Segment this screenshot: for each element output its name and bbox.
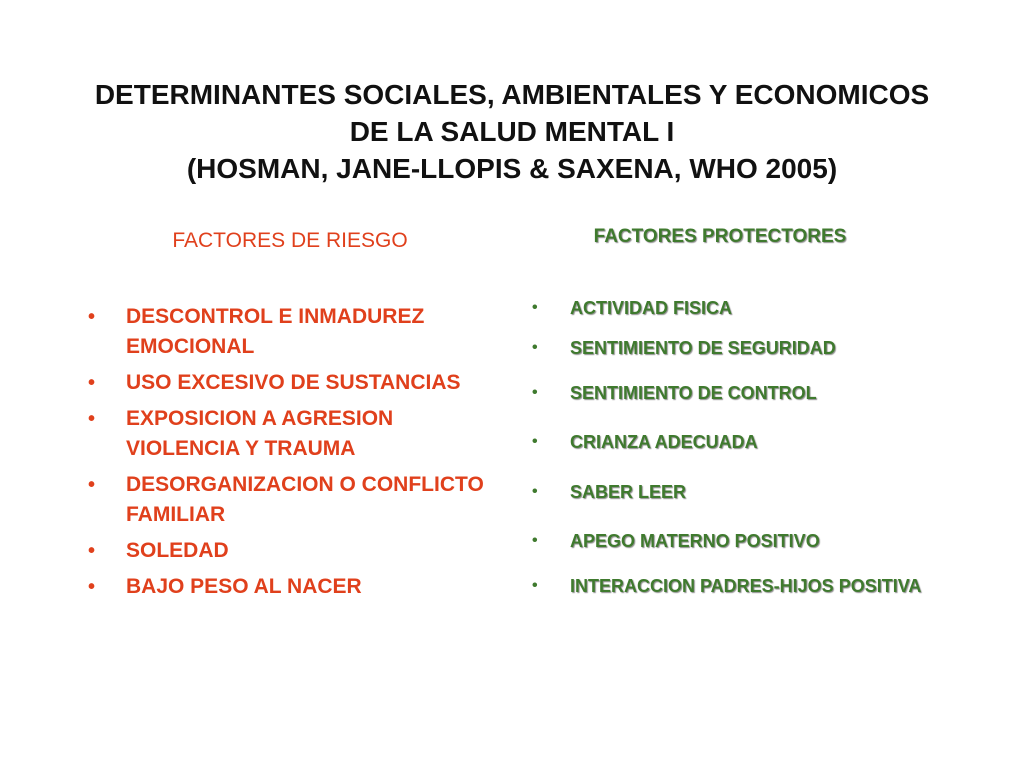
list-item bbox=[530, 568, 990, 604]
risk-factors-list bbox=[86, 302, 506, 608]
list-item bbox=[86, 572, 506, 602]
list-item-text: ACTIVIDAD FISICA bbox=[570, 298, 732, 318]
list-item-text: SOLEDAD bbox=[126, 539, 229, 562]
risk-factors-heading: FACTORES DE RIESGO bbox=[172, 229, 408, 252]
slide-title bbox=[40, 76, 984, 187]
list-item bbox=[530, 424, 990, 460]
bullet-icon: • bbox=[88, 372, 96, 394]
list-item bbox=[530, 290, 990, 326]
bullet-icon: • bbox=[532, 577, 538, 594]
bullet-icon: • bbox=[532, 339, 538, 356]
list-item-text: INTERACCION PADRES-HIJOS POSITIVA bbox=[570, 576, 922, 596]
list-item bbox=[530, 375, 990, 411]
list-item-text: CRIANZA ADECUADA bbox=[570, 432, 758, 452]
list-item bbox=[86, 302, 506, 362]
bullet-icon: • bbox=[532, 384, 538, 401]
list-item-text: EXPOSICION A AGRESION VIOLENCIA Y TRAUMA bbox=[126, 407, 394, 460]
list-item-text: SENTIMIENTO DE SEGURIDAD bbox=[570, 338, 836, 358]
bullet-icon: • bbox=[532, 433, 538, 450]
list-item-text: APEGO MATERNO POSITIVO bbox=[570, 531, 820, 551]
bullet-icon: • bbox=[532, 532, 538, 549]
list-item bbox=[86, 368, 506, 398]
list-item-text: SENTIMIENTO DE CONTROL bbox=[570, 383, 817, 403]
list-item-text: DESORGANIZACION O CONFLICTO FAMILIAR bbox=[126, 473, 484, 526]
bullet-icon: • bbox=[88, 408, 96, 430]
list-item bbox=[530, 523, 990, 559]
list-item bbox=[86, 404, 506, 464]
list-item bbox=[530, 474, 990, 510]
title-line-3: (HOSMAN, JANE-LLOPIS & SAXENA, WHO 2005) bbox=[186, 153, 838, 184]
list-item bbox=[530, 330, 990, 366]
list-item bbox=[86, 470, 506, 530]
bullet-icon: • bbox=[532, 483, 538, 500]
list-item-text: USO EXCESIVO DE SUSTANCIAS bbox=[126, 371, 461, 394]
list-item-text: BAJO PESO AL NACER bbox=[126, 575, 362, 598]
title-line-1: DETERMINANTES SOCIALES, AMBIENTALES Y ECONOMICOS bbox=[94, 79, 930, 110]
bullet-icon: • bbox=[88, 540, 96, 562]
bullet-icon: • bbox=[88, 576, 96, 598]
bullet-icon: • bbox=[88, 474, 96, 496]
list-item bbox=[86, 536, 506, 566]
list-item-text: SABER LEER bbox=[570, 482, 687, 502]
title-line-2: DE LA SALUD MENTAL I bbox=[349, 116, 675, 147]
protective-factors-heading: FACTORES PROTECTORES bbox=[593, 226, 847, 247]
list-item-text: DESCONTROL E INMADUREZ EMOCIONAL bbox=[126, 305, 425, 358]
bullet-icon: • bbox=[88, 306, 96, 328]
bullet-icon: • bbox=[532, 299, 538, 316]
